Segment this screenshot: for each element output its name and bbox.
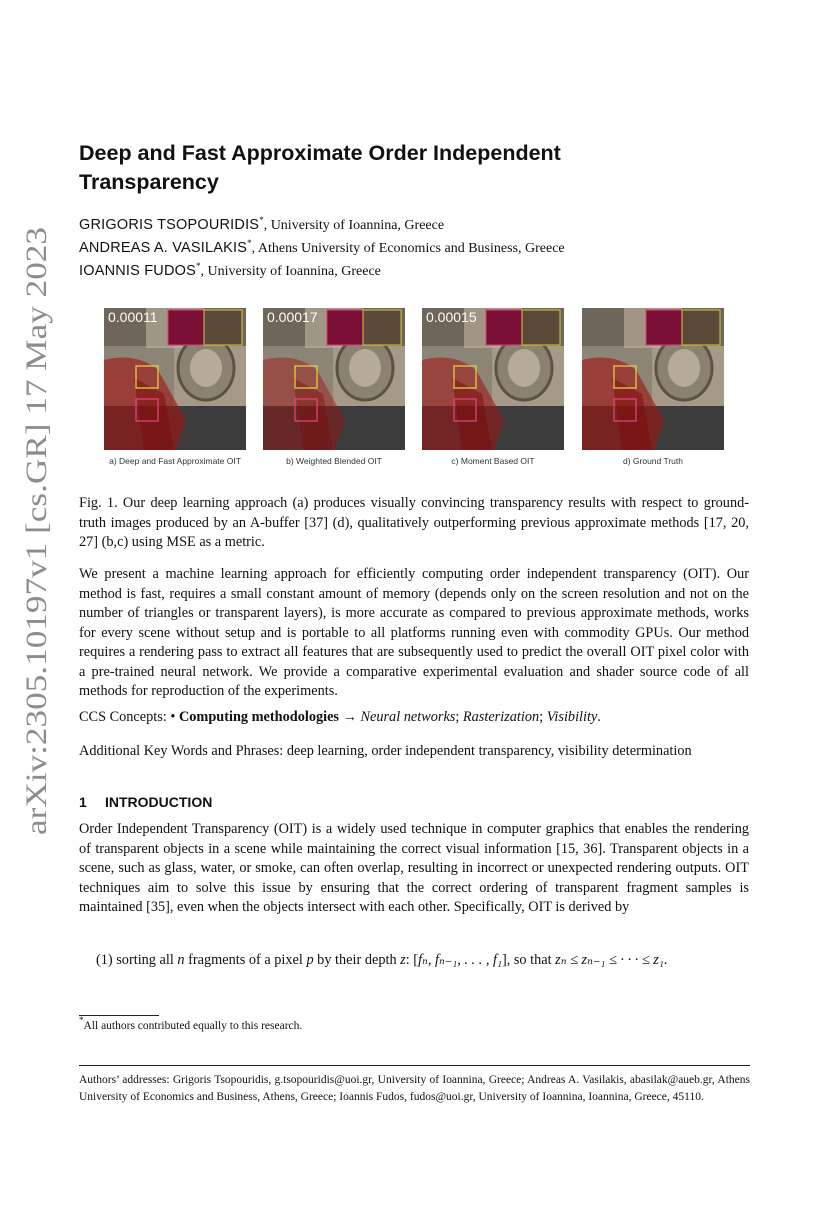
keywords: Additional Key Words and Phrases: deep learning, order independent transparency, visibility determination	[79, 743, 692, 759]
panel-mse-value: 0.00015	[426, 309, 477, 325]
math-var: z	[400, 952, 406, 968]
ccs-term: Rasterization	[462, 709, 540, 725]
list-text: by their depth	[313, 952, 401, 968]
render-image	[104, 308, 246, 450]
ccs-separator: ;	[539, 709, 547, 725]
figure-panel-weighted-blended	[263, 308, 405, 450]
author-list	[79, 214, 565, 283]
author-addresses: Authors’ addresses: Grigoris Tsopouridis, g.tsopouridis@uoi.gr, University of Ioannina, Greece; Andreas A. Vasilakis, abasilak@aueb.gr, Athens University of Economics and Business, Athens, Greece; Ioannis Fudos, fudos@uoi.gr, University of Ioannina, Ioannina, Greece, 45110.	[79, 1074, 750, 1103]
author-name: GRIGORIS TSOPOURIDIS	[79, 217, 260, 233]
footnote-text: All authors contributed equally to this research.	[83, 1020, 303, 1032]
list-text: (1) sorting all	[96, 952, 178, 968]
panel-caption: c) Moment Based OIT	[451, 456, 535, 466]
math-var: p	[306, 952, 314, 968]
ccs-term: Neural networks	[360, 709, 456, 725]
panel-mse-value: 0.00017	[267, 309, 318, 325]
author-affiliation: , University of Ioannina, Greece	[200, 264, 381, 279]
figure-panel-ground-truth	[582, 308, 724, 450]
math-condition: zₙ ≤ zₙ₋₁ ≤ · · · ≤ z₁	[555, 952, 664, 968]
ccs-concepts	[79, 708, 749, 728]
panel-mse-value: 0.00011	[108, 309, 158, 325]
math-var: n	[177, 952, 185, 968]
abstract: We present a machine learning approach for efficiently computing order independent transparency (OIT). Our method is fast, requires a small constant amount of memory (depends only on the screen resolution and not on the number of triangles or transparent layers), is more accurate as compared to previous approximate methods, works for every scene without setup and is portable to all platforms running even with commodity GPUs. Our method requires a rendering pass to extract all features that are subsequently used to predict the overall OIT pixel color with a pre-trained neural network. We provide a comparative experimental evaluation and shader source code of all methods for reproduction of the experiments.	[79, 566, 749, 699]
render-image	[582, 308, 724, 450]
section-heading	[79, 794, 212, 810]
list-text: : [	[405, 952, 419, 968]
list-text: .	[663, 952, 668, 968]
author-line	[79, 237, 565, 260]
list-text: ], so that	[501, 952, 556, 968]
figure-panel-deep-oit	[104, 308, 246, 450]
author-name: ANDREAS A. VASILAKIS	[79, 240, 248, 256]
author-mark: *	[259, 215, 264, 225]
panel-caption: a) Deep and Fast Approximate OIT	[109, 456, 241, 466]
render-image	[263, 308, 405, 450]
ccs-separator: ;	[455, 709, 463, 725]
ccs-category: Computing methodologies	[178, 709, 339, 725]
ccs-end: .	[597, 709, 601, 725]
ccs-arrow: →	[339, 709, 361, 725]
render-image	[422, 308, 564, 450]
author-affiliation: , University of Ioannina, Greece	[263, 218, 445, 233]
section-number: 1	[79, 794, 87, 810]
author-line	[79, 214, 565, 237]
footnote	[79, 1015, 303, 1034]
panel-caption: d) Ground Truth	[622, 456, 683, 466]
author-line	[79, 260, 565, 283]
panel-caption: b) Weighted Blended OIT	[286, 456, 382, 466]
figure-caption: Fig. 1. Our deep learning approach (a) produces visually convincing transparency results with respect to ground-truth images produced by an A-buffer [37] (d), qualitatively outperforming previous approximate methods [17, 20, 27] (b,c) using MSE as a metric.	[79, 495, 749, 550]
author-affiliation: , Athens University of Economics and Business, Greece	[251, 241, 565, 256]
arxiv-stamp-text: arXiv:2305.10197v1 [cs.GR] 17 May 2023	[21, 325, 53, 835]
section-title: INTRODUCTION	[105, 794, 213, 810]
author-name: IOANNIS FUDOS	[79, 263, 196, 279]
paper-title: Deep and Fast Approximate Order Independent Transparency	[79, 141, 561, 194]
ccs-prefix: CCS Concepts: •	[79, 709, 179, 725]
figure-panel-moment-based	[422, 308, 564, 450]
list-text: fragments of a pixel	[184, 952, 307, 968]
arxiv-side-stamp	[10, 225, 60, 835]
intro-paragraph: Order Independent Transparency (OIT) is a widely used technique in computer graphics that enables the rendering of transparent objects in a scene while maintaining the correct visual information [15, 36]. Transparent objects in a scene, such as glass, water, or smoke, can often overlap, resulting in incorrect or unexpected rendering outputs. OIT techniques aim to solve this issue by ensuring that the correct ordering of transparent fragment samples is maintained [35], even when the objects intersect with each other. Specifically, OIT is derived by	[79, 821, 749, 915]
footnote-rule	[79, 1015, 159, 1016]
list-item	[96, 950, 750, 971]
math-formula: fₙ, fₙ₋₁, . . . , f₁	[418, 952, 502, 968]
footnote-mark: *	[79, 1015, 84, 1025]
ccs-term: Visibility	[546, 709, 598, 725]
address-rule	[79, 1065, 750, 1066]
author-mark: *	[196, 261, 201, 271]
author-mark: *	[247, 238, 252, 248]
